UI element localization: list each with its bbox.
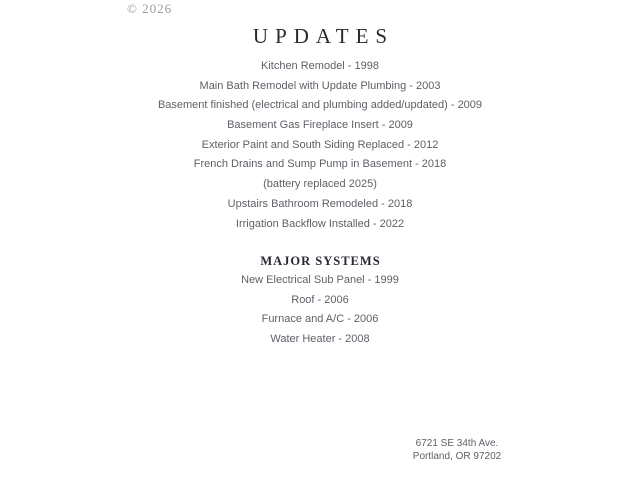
update-item: French Drains and Sump Pump in Basement - 2018 — [193, 158, 447, 171]
property-address — [377, 437, 537, 463]
system-item: New Electrical Sub Panel - 1999 — [241, 274, 399, 286]
address-line-2: Portland, OR 97202 — [412, 451, 502, 462]
system-item: Water Heater - 2008 — [270, 333, 370, 346]
updates-list — [0, 57, 640, 234]
system-item: Furnace and A/C - 2006 — [261, 313, 379, 326]
major-systems-list — [0, 271, 640, 350]
system-item: Roof - 2006 — [291, 293, 349, 306]
page-title: UPDATES — [252, 24, 395, 48]
update-item: Upstairs Bathroom Remodeled - 2018 — [227, 197, 413, 210]
update-item: Irrigation Backflow Installed - 2022 — [235, 217, 405, 230]
copyright-watermark: © 2026 — [127, 1, 173, 16]
update-item: Exterior Paint and South Siding Replaced - 2012 — [201, 138, 439, 151]
update-item: Basement Gas Fireplace Insert - 2009 — [227, 119, 413, 132]
update-item-note: (battery replaced 2025) — [263, 178, 377, 191]
major-systems-heading: MAJOR SYSTEMS — [260, 254, 381, 268]
update-item: Main Bath Remodel with Update Plumbing - 2003 — [199, 79, 441, 92]
address-line-1: 6721 SE 34th Ave. — [415, 438, 499, 449]
update-item: Basement finished (electrical and plumbing added/updated) - 2009 — [157, 99, 483, 112]
update-item: Kitchen Remodel - 1998 — [260, 60, 379, 72]
